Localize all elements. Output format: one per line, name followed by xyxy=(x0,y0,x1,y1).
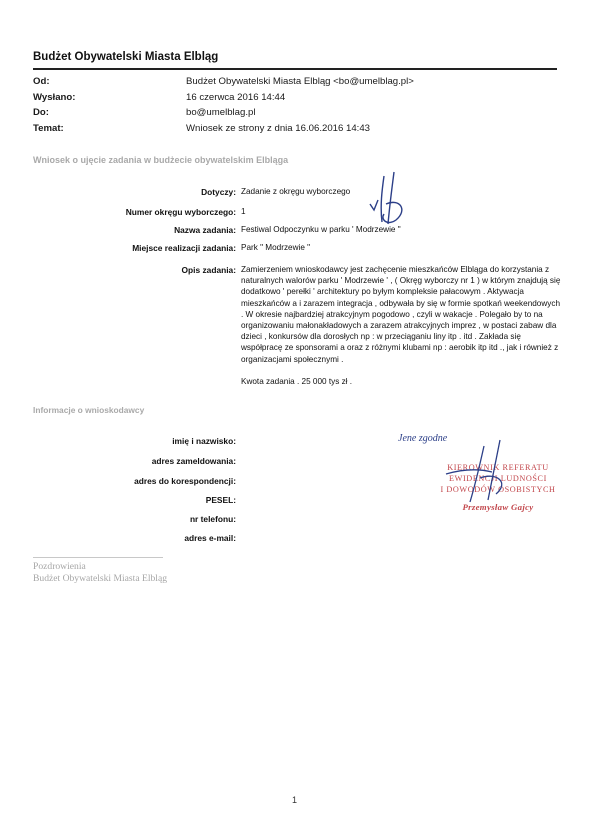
field-label-registered-address: adres zameldowania: xyxy=(151,456,236,466)
field-label-okreg: Numer okręgu wyborczego: xyxy=(125,207,236,217)
signoff-divider xyxy=(33,557,163,558)
signature-mark xyxy=(366,170,412,230)
field-value-dotyczy: Zadanie z okręgu wyborczego xyxy=(241,187,351,196)
opis-paragraph: Zamierzeniem wnioskodawcy jest zachęcenie mieszkańców Elbląga do korzystania z naturalnych walorów parku ' Modrzewie ' , ( Okręg wyborczy nr 1 ) w którym znajdują się dodatkowo ' perełki ' architektury po byłym kompleksie pałacowym . Aktywacja mieszkańców a i zarazem integracja , odbywała by się w formie spotkań weekendowych . W okresie najbardziej atrakcyjnym pogodowo , czyli w wakacje . Polegało by to na organizowaniu małonakładowych a zarazem atrakcyjnych imprez , w postaci zabaw dla dzieci , konkursów dla dorosłych np : w przeciąganiu liny itp . itd . Zakłada się współpracę ze sponsorami a oraz z różnymi klubami np : aerobik itp itd ., jak i również z organizacjami społecznymi . xyxy=(241,265,561,364)
field-label-nazwa: Nazwa zadania: xyxy=(174,225,236,235)
field-value-okreg: 1 xyxy=(241,207,246,216)
stamp-signature-mark xyxy=(440,438,520,508)
section-heading-application: Wniosek o ujęcie zadania w budżecie obywatelskim Elbląga xyxy=(33,155,289,165)
stamp-line: I DOWODÓW OSOBISTYCH xyxy=(440,485,556,494)
field-label-opis: Opis zadania: xyxy=(181,265,236,275)
field-label-dotyczy: Dotyczy: xyxy=(201,187,236,197)
header-label: Wysłano: xyxy=(33,91,76,103)
header-value: bo@umelblag.pl xyxy=(186,107,256,118)
field-label-pesel: PESEL: xyxy=(205,495,236,505)
page-number: 1 xyxy=(291,795,297,805)
opis-kwota: Kwota zadania . 25 000 tys zł . xyxy=(241,376,353,386)
signoff xyxy=(33,561,167,585)
email-header xyxy=(33,76,557,138)
header-label: Do: xyxy=(33,107,49,118)
section-heading-applicant: Informacje o wnioskodawcy xyxy=(33,405,145,415)
stamp-name: Przemysław Gajcy xyxy=(462,502,534,512)
field-label-name: imię i nazwisko: xyxy=(172,436,236,446)
title-divider xyxy=(33,68,557,70)
header-value: 16 czerwca 2016 14:44 xyxy=(186,91,286,103)
header-row-from xyxy=(33,76,557,92)
field-label-correspondence-address: adres do korespondencji: xyxy=(134,476,236,486)
header-label: Od: xyxy=(33,76,50,87)
signoff-sender: Budżet Obywatelski Miasta Elbląg xyxy=(33,573,168,584)
stamp-line: KIEROWNIK REFERATU xyxy=(447,463,549,472)
field-label-miejsce: Miejsce realizacji zadania: xyxy=(132,243,236,253)
header-value: Wniosek ze strony z dnia 16.06.2016 14:43 xyxy=(186,122,370,134)
field-label-email: adres e-mail: xyxy=(184,533,236,543)
field-value-miejsce: Park " Modrzewie " xyxy=(241,243,311,252)
header-row-subject xyxy=(33,123,557,139)
header-row-to xyxy=(33,107,557,123)
header-value: Budżet Obywatelski Miasta Elbląg <bo@umelblag.pl> xyxy=(186,76,414,87)
stamp-line: EWIDENCJI LUDNOŚCI xyxy=(449,474,547,483)
field-value-opis xyxy=(241,264,561,387)
field-value-nazwa: Festiwal Odpoczynku w parku ' Modrzewie " xyxy=(241,225,401,234)
handwritten-note: Jene zgodne xyxy=(398,433,448,444)
header-row-sent xyxy=(33,92,557,108)
header-label: Temat: xyxy=(33,122,64,134)
org-title: Budżet Obywatelski Miasta Elbląg xyxy=(33,51,219,63)
signoff-greeting: Pozdrowienia xyxy=(33,561,86,572)
field-label-phone: nr telefonu: xyxy=(189,514,236,524)
